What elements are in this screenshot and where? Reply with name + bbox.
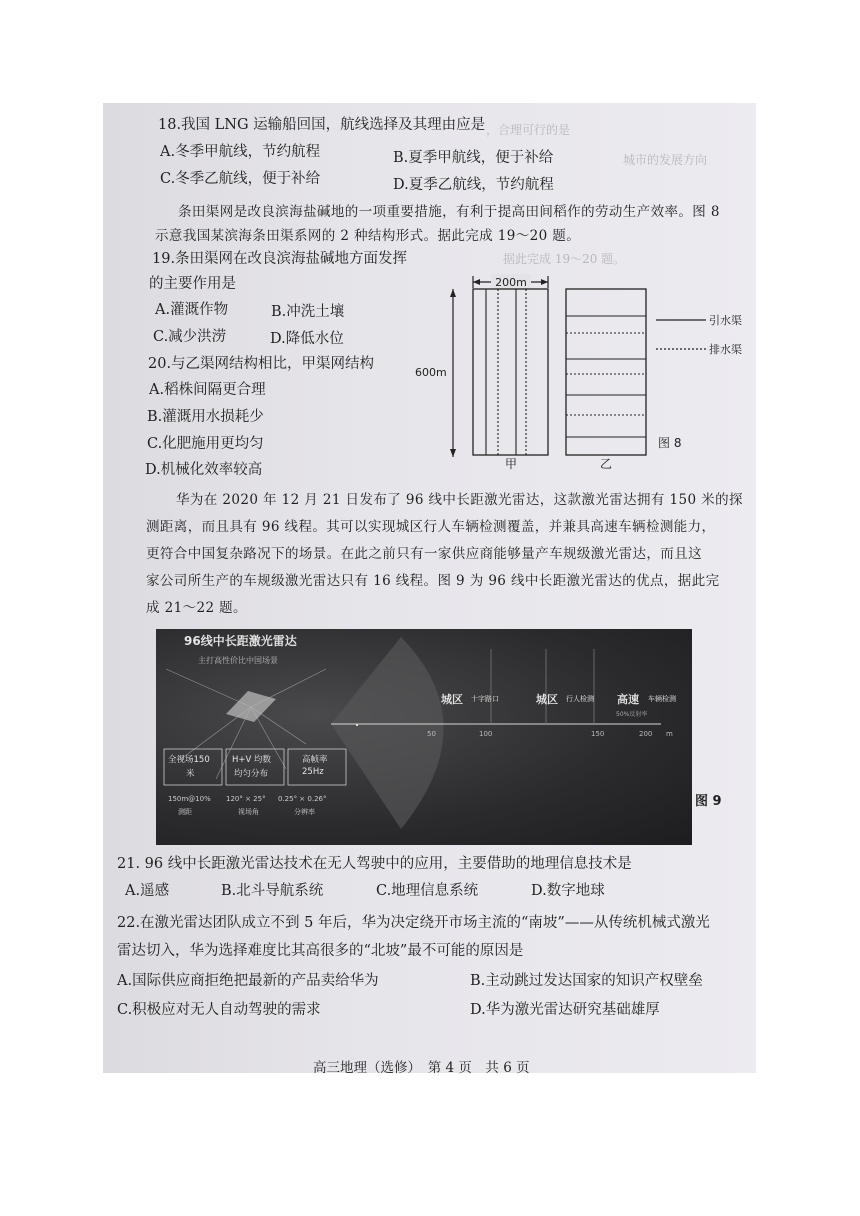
q20-option-a: A.稻株间隔更合理 xyxy=(149,382,266,398)
intro-2-line-1: 华为在 2020 年 12 月 21 日发布了 96 线中长距激光雷达，这款激光雷达拥有 150 米的探 xyxy=(176,492,743,508)
q22-option-d: D.华为激光雷达研究基础雄厚 xyxy=(470,1002,660,1018)
q19-stem-line-1: 19.条田渠网在改良滨海盐碱地方面发挥 xyxy=(152,251,408,267)
page-footer: 高三地理（选修） 第 4 页 共 6 页 xyxy=(313,1060,530,1076)
zone-3-label: 高速 xyxy=(617,693,639,706)
zone-3-note: 50%反射率 xyxy=(616,711,648,718)
q19-option-c: C.减少洪涝 xyxy=(153,329,227,345)
spec-2-line-1: H+V 均数 xyxy=(232,755,272,765)
label-yi: 乙 xyxy=(599,457,613,471)
figure-8-canal-diagram xyxy=(413,271,743,471)
intro-2-line-4: 家公司所生产的车规级激光雷达只有 16 线程。图 9 为 96 线中长距激光雷达的优点，据此完 xyxy=(146,573,720,589)
spec-4-line-1: 150m@10% xyxy=(168,795,211,803)
figure-8-caption: 图 8 xyxy=(658,436,682,450)
q20-option-d: D.机械化效率较高 xyxy=(145,462,263,478)
q22-stem-line-1: 22.在激光雷达团队成立不到 5 年后，华为决定绕开市场主流的“南坡”——从传统机械式激光 xyxy=(117,915,710,931)
q22-option-b: B.主动跳过发达国家的知识产权壁垒 xyxy=(470,973,703,989)
q22-option-a: A.国际供应商拒绝把最新的产品卖给华为 xyxy=(117,973,379,989)
q20-option-c: C.化肥施用更均匀 xyxy=(147,436,264,452)
axis-tick-50: 50 xyxy=(427,730,436,738)
spec-3-line-2: 25Hz xyxy=(302,767,324,777)
zone-2-sub: 行人检测 xyxy=(566,695,594,703)
zone-3-sub: 车辆检测 xyxy=(648,695,676,703)
spec-4-line-2: 测距 xyxy=(178,808,192,816)
intro-2-line-3: 更符合中国复杂路况下的场景。在此之前只有一家供应商能够量产车规级激光雷达，而且这 xyxy=(146,546,702,562)
spec-1-line-1: 全视场150 xyxy=(168,755,210,765)
lidar-title: 96线中长距激光雷达 xyxy=(184,634,297,648)
q19-option-b: B.冲洗土壤 xyxy=(271,304,345,320)
q18-option-b: B.夏季甲航线，便于补给 xyxy=(393,150,554,166)
q22-option-c: C.积极应对无人自动驾驶的需求 xyxy=(117,1002,321,1018)
spec-5-line-2: 视场角 xyxy=(238,808,259,816)
spec-2-line-2: 均匀分布 xyxy=(234,769,269,779)
legend-drain-label: 排水渠 xyxy=(709,343,742,356)
q18-option-d: D.夏季乙航线，节约航程 xyxy=(393,177,554,193)
spec-3-line-1: 高帧率 xyxy=(302,755,328,765)
axis-tick-200: 200 xyxy=(639,730,653,738)
figure-9-caption: 图 9 xyxy=(695,794,722,809)
intro-1-line-1: 条田渠网是改良滨海盐碱地的一项重要措施，有利于提高田间稻作的劳动生产效率。图 8 xyxy=(178,204,720,220)
q21-option-a: A.遥感 xyxy=(125,883,170,899)
bleed-text: 城市的发展方向 xyxy=(623,153,708,167)
lidar-subtitle: 主打高性价比中国场景 xyxy=(198,656,278,665)
axis-tick-100: 100 xyxy=(479,730,493,738)
zone-1-sub: 十字路口 xyxy=(471,695,499,703)
figure-9-lidar-infographic xyxy=(156,629,692,845)
zone-1-label: 城区 xyxy=(441,693,463,706)
intro-1-line-2: 示意我国某滨海条田渠系网的 2 种结构形式。据此完成 19～20 题。 xyxy=(155,228,581,244)
q21-option-c: C.地理信息系统 xyxy=(376,883,479,899)
q19-option-d: D.降低水位 xyxy=(270,331,344,347)
spec-1-line-2: 米 xyxy=(186,769,195,779)
q19-option-a: A.灌溉作物 xyxy=(155,302,229,318)
q18-stem: 18.我国 LNG 运输船回国，航线选择及其理由应是 xyxy=(158,117,486,133)
q18-option-c: C.冬季乙航线，便于补给 xyxy=(160,171,321,187)
legend-inlet-label: 引水渠 xyxy=(709,314,742,327)
zone-2-label: 城区 xyxy=(536,693,558,706)
q19-stem-line-2: 的主要作用是 xyxy=(149,276,236,292)
q21-option-d: D.数字地球 xyxy=(531,883,605,899)
width-label: 200m xyxy=(495,276,527,289)
intro-2-line-2: 测距离，而且具有 96 线程。其可以实现城区行人车辆检测覆盖，并兼具高速车辆检测能力， xyxy=(146,519,716,535)
axis-tick-150: 150 xyxy=(591,730,605,738)
axis-unit: m xyxy=(666,730,673,738)
spec-6-line-2: 分辨率 xyxy=(294,808,315,816)
q22-stem-line-2: 雷达切入，华为选择难度比其高很多的“北坡”最不可能的原因是 xyxy=(117,943,524,959)
bleed-text: 据此完成 19～20 题。 xyxy=(503,252,626,266)
q21-stem: 21. 96 线中长距激光雷达技术在无人驾驶中的应用，主要借助的地理信息技术是 xyxy=(117,856,632,872)
q18-option-a: A.冬季甲航线，节约航程 xyxy=(160,144,321,160)
q20-option-b: B.灌溉用水损耗少 xyxy=(147,409,264,425)
bleed-text: ，合理可行的是 xyxy=(486,123,571,137)
q21-option-b: B.北斗导航系统 xyxy=(221,883,324,899)
height-label: 600m xyxy=(415,366,447,379)
spec-5-line-1: 120° × 25° xyxy=(226,795,266,803)
intro-2-line-5: 成 21～22 题。 xyxy=(146,600,247,616)
exam-page xyxy=(103,103,756,1076)
q20-stem: 20.与乙渠网结构相比，甲渠网结构 xyxy=(148,356,375,372)
label-jia: 甲 xyxy=(504,457,518,471)
spec-6-line-1: 0.25° × 0.26° xyxy=(278,795,327,803)
